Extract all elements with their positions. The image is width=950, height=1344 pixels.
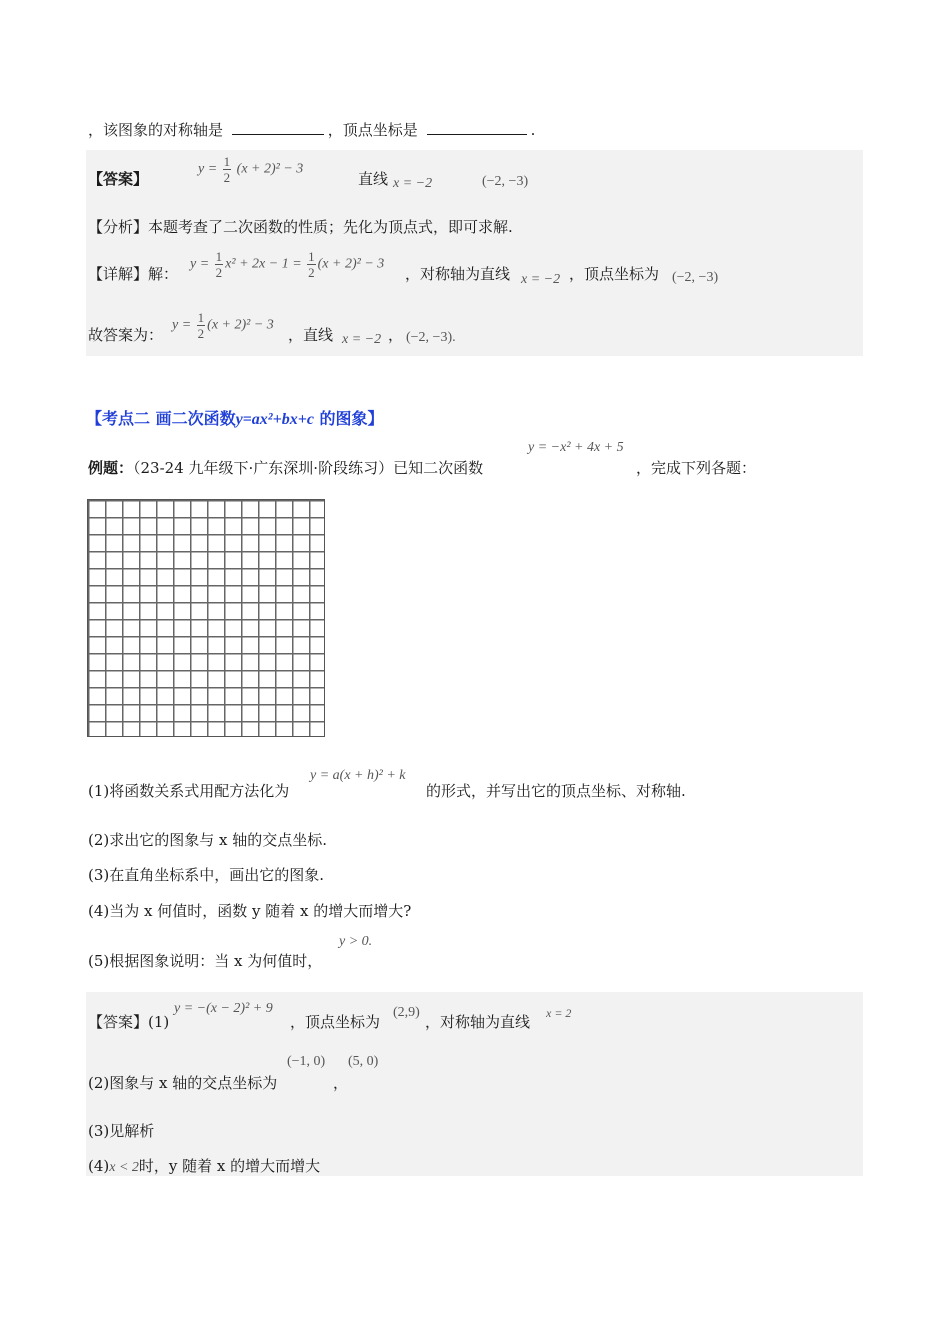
heading-prefix: 【考点二 画二次函数 — [86, 409, 236, 428]
q1-formula: y = a(x + h)² + k — [310, 768, 406, 783]
answer2-label: 【答案】 — [88, 1013, 149, 1031]
analysis-label: 【分析】 — [88, 218, 149, 236]
example-suffix: ，完成下列各题： — [636, 459, 757, 477]
answer2-row1 — [88, 1011, 169, 1032]
q1-prefix: (1)将函数关系式用配方法化为 — [88, 782, 290, 800]
a2-sep: ， — [333, 1074, 349, 1092]
conclusion-sep1: ，直线 — [288, 326, 334, 344]
formula-b: x² + 2x − 1 = — [225, 256, 302, 272]
numerator: 1 — [197, 310, 205, 325]
vertex-blank — [427, 133, 527, 135]
a2-point-2: (5, 0) — [348, 1054, 379, 1069]
conclusion-formula — [172, 311, 274, 340]
question-3: (3)在直角坐标系中，画出它的图象. — [88, 866, 325, 884]
answer1-formula — [198, 155, 303, 184]
vertex-value: (−2, −3) — [406, 330, 453, 345]
detail-row — [88, 263, 178, 284]
question-fill-line — [88, 119, 535, 140]
conclusion-sep2: ， — [388, 326, 404, 344]
conclusion-axis: x = −2 — [342, 332, 382, 347]
example-row — [88, 457, 483, 478]
formula-tail: (x + 2)² − 3 — [207, 317, 274, 333]
answer2-row2: (2)图象与 x 轴的交点坐标为 — [88, 1074, 278, 1092]
fraction — [215, 250, 224, 279]
detail-axis-text: ，对称轴为直线 — [405, 265, 511, 283]
a2-point-1: (−1, 0) — [287, 1054, 326, 1069]
analysis-text: 本题考查了二次函数的性质；先化为顶点式，即可求解. — [148, 218, 513, 236]
axis-blank — [232, 133, 324, 135]
fraction — [307, 250, 316, 279]
heading-formula: y=ax²+bx+c — [235, 411, 314, 428]
a4-suffix: 时，y 随着 x 的增大而增大 — [138, 1157, 321, 1175]
section-heading — [86, 406, 384, 429]
question-2: (2)求出它的图象与 x 轴的交点坐标. — [88, 831, 328, 849]
example-formula: y = −x² + 4x + 5 — [528, 440, 624, 455]
example-label: 例题： — [88, 459, 134, 477]
question-4: (4)当为 x 何值时，函数 y 随着 x 的增大而增大? — [88, 902, 412, 920]
analysis-row — [88, 216, 513, 237]
numerator: 1 — [308, 249, 315, 264]
fraction — [223, 155, 232, 184]
q1-suffix: 的形式，并写出它的顶点坐标、对称轴. — [426, 782, 686, 800]
fill-middle: ，顶点坐标是 — [327, 121, 418, 139]
fraction — [197, 311, 206, 340]
answer2-row4 — [88, 1155, 320, 1176]
a1-mid: ，顶点坐标为 — [290, 1013, 381, 1031]
formula-y: y = — [198, 161, 218, 177]
a4-formula: x < 2 — [109, 1160, 139, 1175]
formula-tail: (x + 2)² − 3 — [236, 161, 304, 177]
example-source: （23-24 九年级下·广东深圳·阶段练习）已知二次函数 — [133, 459, 484, 477]
question-1 — [88, 780, 289, 801]
detail-axis-value: x = −2 — [521, 272, 561, 287]
numerator: 1 — [215, 249, 223, 264]
denominator: 2 — [308, 265, 315, 280]
conclusion-prefix: 故答案为： — [88, 326, 164, 344]
detail-vertex-text: ，顶点坐标为 — [569, 265, 660, 283]
answer2-row3: (3)见解析 — [88, 1122, 155, 1140]
fill-prefix: ，该图象的对称轴是 — [88, 121, 224, 139]
a1-axis: x = 2 — [546, 1006, 572, 1020]
answer1-axis-value: x = −2 — [393, 176, 433, 191]
detail-label: 【详解】 — [88, 265, 149, 283]
q5-formula: y > 0. — [339, 934, 373, 949]
a1-formula: y = −(x − 2)² + 9 — [174, 1001, 273, 1016]
detail-formula — [190, 250, 384, 279]
end-dot: . — [452, 330, 456, 345]
a1-prefix: (1) — [148, 1013, 170, 1031]
formula-a: y = — [190, 256, 210, 272]
answer1-row — [88, 168, 148, 189]
heading-suffix: 的图象】 — [319, 409, 384, 428]
numerator: 1 — [223, 154, 231, 169]
conclusion-vertex — [406, 330, 456, 346]
answer-label: 【答案】 — [88, 170, 149, 188]
a4-prefix: (4) — [88, 1157, 110, 1175]
a1-mid2: ，对称轴为直线 — [425, 1013, 531, 1031]
question-5: (5)根据图象说明：当 x 为何值时， — [88, 952, 323, 970]
coordinate-grid — [87, 499, 325, 737]
formula-c: (x + 2)² − 3 — [317, 256, 385, 272]
answer1-vertex: (−2, −3) — [482, 174, 529, 189]
fill-suffix: . — [530, 121, 536, 139]
denominator: 2 — [223, 170, 231, 185]
denominator: 2 — [197, 326, 205, 341]
formula-y: y = — [172, 317, 192, 333]
denominator: 2 — [215, 265, 223, 280]
a1-vertex: (2,9) — [393, 1005, 420, 1020]
detail-vertex: (−2, −3) — [672, 270, 719, 285]
detail-prefix: 解： — [148, 265, 179, 283]
answer1-axis-label: 直线 — [358, 170, 389, 188]
